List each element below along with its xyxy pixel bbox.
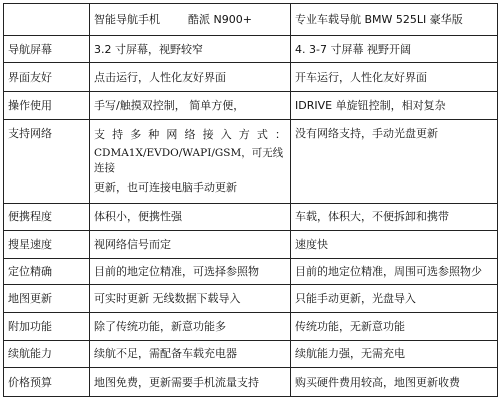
table-row — [4, 313, 498, 341]
phone-cell-line: 更新，也可连接电脑手动更新 — [94, 181, 237, 195]
row-label: 价格预算 — [4, 368, 90, 397]
phone-cell-line: 支持多种网络接入方式： — [94, 128, 286, 142]
table-row — [4, 285, 498, 313]
header-row — [4, 4, 498, 36]
phone-cell: 手写/触摸双控制， 简单方便， — [90, 92, 291, 120]
header-empty-cell — [4, 4, 90, 36]
row-label: 便携程度 — [4, 203, 90, 231]
header-phone-title: 智能导航手机 — [94, 12, 160, 26]
header-phone — [90, 4, 291, 36]
phone-cell: 可实时更新 无线数据下载导入 — [90, 285, 291, 313]
phone-cell: 视网络信号而定 — [90, 231, 291, 259]
table-row — [4, 368, 498, 397]
phone-cell: 目前的地定位精准，可选择参照物 — [90, 258, 291, 285]
table-row — [4, 258, 498, 285]
row-label: 定位精确 — [4, 258, 90, 285]
table-row — [4, 231, 498, 259]
row-label: 地图更新 — [4, 285, 90, 313]
car-cell: 续航能力强，无需充电 — [291, 340, 498, 368]
car-cell: 只能手动更新，光盘导入 — [291, 285, 498, 313]
car-cell: 没有网络支持，手动光盘更新 — [291, 119, 498, 203]
phone-cell: 续航不足，需配备车载充电器 — [90, 340, 291, 368]
table-row — [4, 35, 498, 63]
car-cell: 开车运行，人性化友好界面 — [291, 63, 498, 92]
header-car: 专业车载导航 BMW 525LI 豪华版 — [291, 4, 498, 36]
phone-cell: 地图免费，更新需要手机流量支持 — [90, 368, 291, 397]
table-row — [4, 92, 498, 120]
car-cell: 车载，体积大，不便拆卸和携带 — [291, 203, 498, 231]
table-row — [4, 63, 498, 92]
row-label: 操作使用 — [4, 92, 90, 120]
phone-cell-line: CDMA1X/EVDO/WAPI/GSM，可无线连接 — [94, 147, 284, 175]
phone-cell: 点击运行，人性化友好界面 — [90, 63, 291, 92]
table-row — [4, 340, 498, 368]
car-cell: 购买硬件费用较高，地图更新收费 — [291, 368, 498, 397]
car-cell: IDRIVE 单旋钮控制，相对复杂 — [291, 92, 498, 120]
row-label: 支持网络 — [4, 119, 90, 203]
comparison-table — [3, 3, 498, 397]
phone-cell: 除了传统功能，新意功能多 — [90, 313, 291, 341]
phone-cell: 体积小，便携性强 — [90, 203, 291, 231]
row-label: 界面友好 — [4, 63, 90, 92]
table-row — [4, 203, 498, 231]
row-label: 续航能力 — [4, 340, 90, 368]
row-label: 附加功能 — [4, 313, 90, 341]
car-cell: 4. 3-7 寸屏幕 视野开阔 — [291, 35, 498, 63]
car-cell: 速度快 — [291, 231, 498, 259]
row-label: 导航屏幕 — [4, 35, 90, 63]
phone-cell — [90, 119, 291, 203]
table-row — [4, 119, 498, 203]
header-phone-model: 酷派 N900+ — [188, 12, 252, 26]
phone-cell: 3.2 寸屏幕，视野较窄 — [90, 35, 291, 63]
car-cell: 目前的地定位精准，周围可选参照物少 — [291, 258, 498, 285]
row-label: 搜星速度 — [4, 231, 90, 259]
car-cell: 传统功能，无新意功能 — [291, 313, 498, 341]
